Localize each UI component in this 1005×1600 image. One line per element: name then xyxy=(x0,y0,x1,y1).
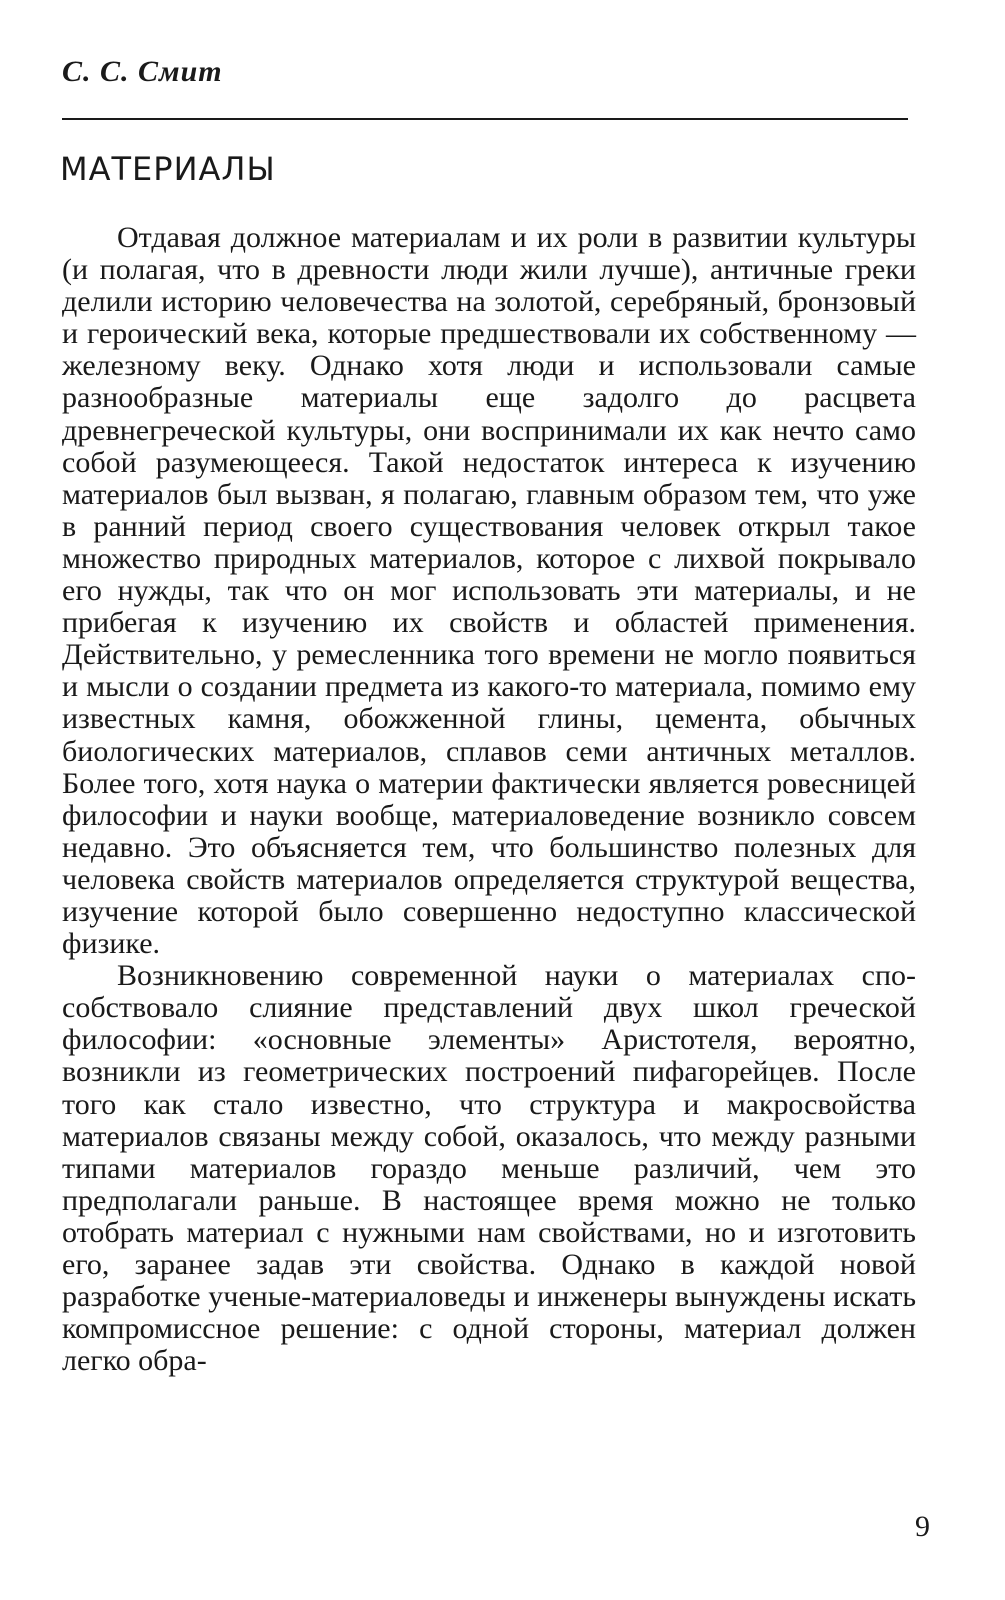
header-rule xyxy=(62,118,908,120)
paragraph-2: Возникновению современной науки о материалах способствовало слияние представлений двух школ греческой философии: «основные элементы» Аристотеля, вероятно, возникли из геометрических построений пифагорейцев. После того как стало известно, что структура и макросвойства материалов связаны между собой, оказалось, что между разными типами материалов гораздо меньше различий, чем это предполагали раньше. В настоящее время можно не только отобрать материал с нужными нам свойствами, но и изготовить его, заранее задав эти свойства. Однако в каждой новой разработке ученые-материаловеды и инженеры вынуждены искать компромиссное решение: с одной стороны, материал должен легко обра- xyxy=(62,959,916,1378)
paragraph-1: Отдавая должное материалам и их роли в развитии культуры (и полагая, что в древности люди жили лучше), античные греки делили историю человечества на золотой, серебряный, бронзовый и героический века, которые предшествовали их собственному — железному веку. Однако хотя люди и использовали самые разнообразные материалы еще задолго до расцвета древнегреческой культуры, они воспринимали их как нечто само собой разумеющееся. Такой недостаток интереса к изучению материалов был вызван, я полагаю, главным образом тем, что уже в ранний период своего существования человек открыл такое множество природных материалов, которое с лихвой покрывало его нужды, так что он мог использовать эти материалы, и не прибегая к изучению их свойств и областей применения. Действительно, у ремесленника того времени не могло появиться и мысли о создании предмета из какого-то материала, помимо ему известных камня, обожженной глины, цемента, обычных биологических материалов, сплавов семи античных металлов. Более того, хотя наука о материи фактически является ровесницей философии и науки вообще, материаловедение возникло совсем недавно. Это объясняется тем, что большинство полезных для человека свойств материалов определяется структурой вещества, изучение которой было совершенно недоступно классической физике. xyxy=(62,221,916,961)
author-name: С. С. Смит xyxy=(62,55,223,88)
page-number: 9 xyxy=(915,1510,930,1543)
body-text xyxy=(62,222,916,1377)
chapter-title: МАТЕРИАЛЫ xyxy=(60,150,276,188)
